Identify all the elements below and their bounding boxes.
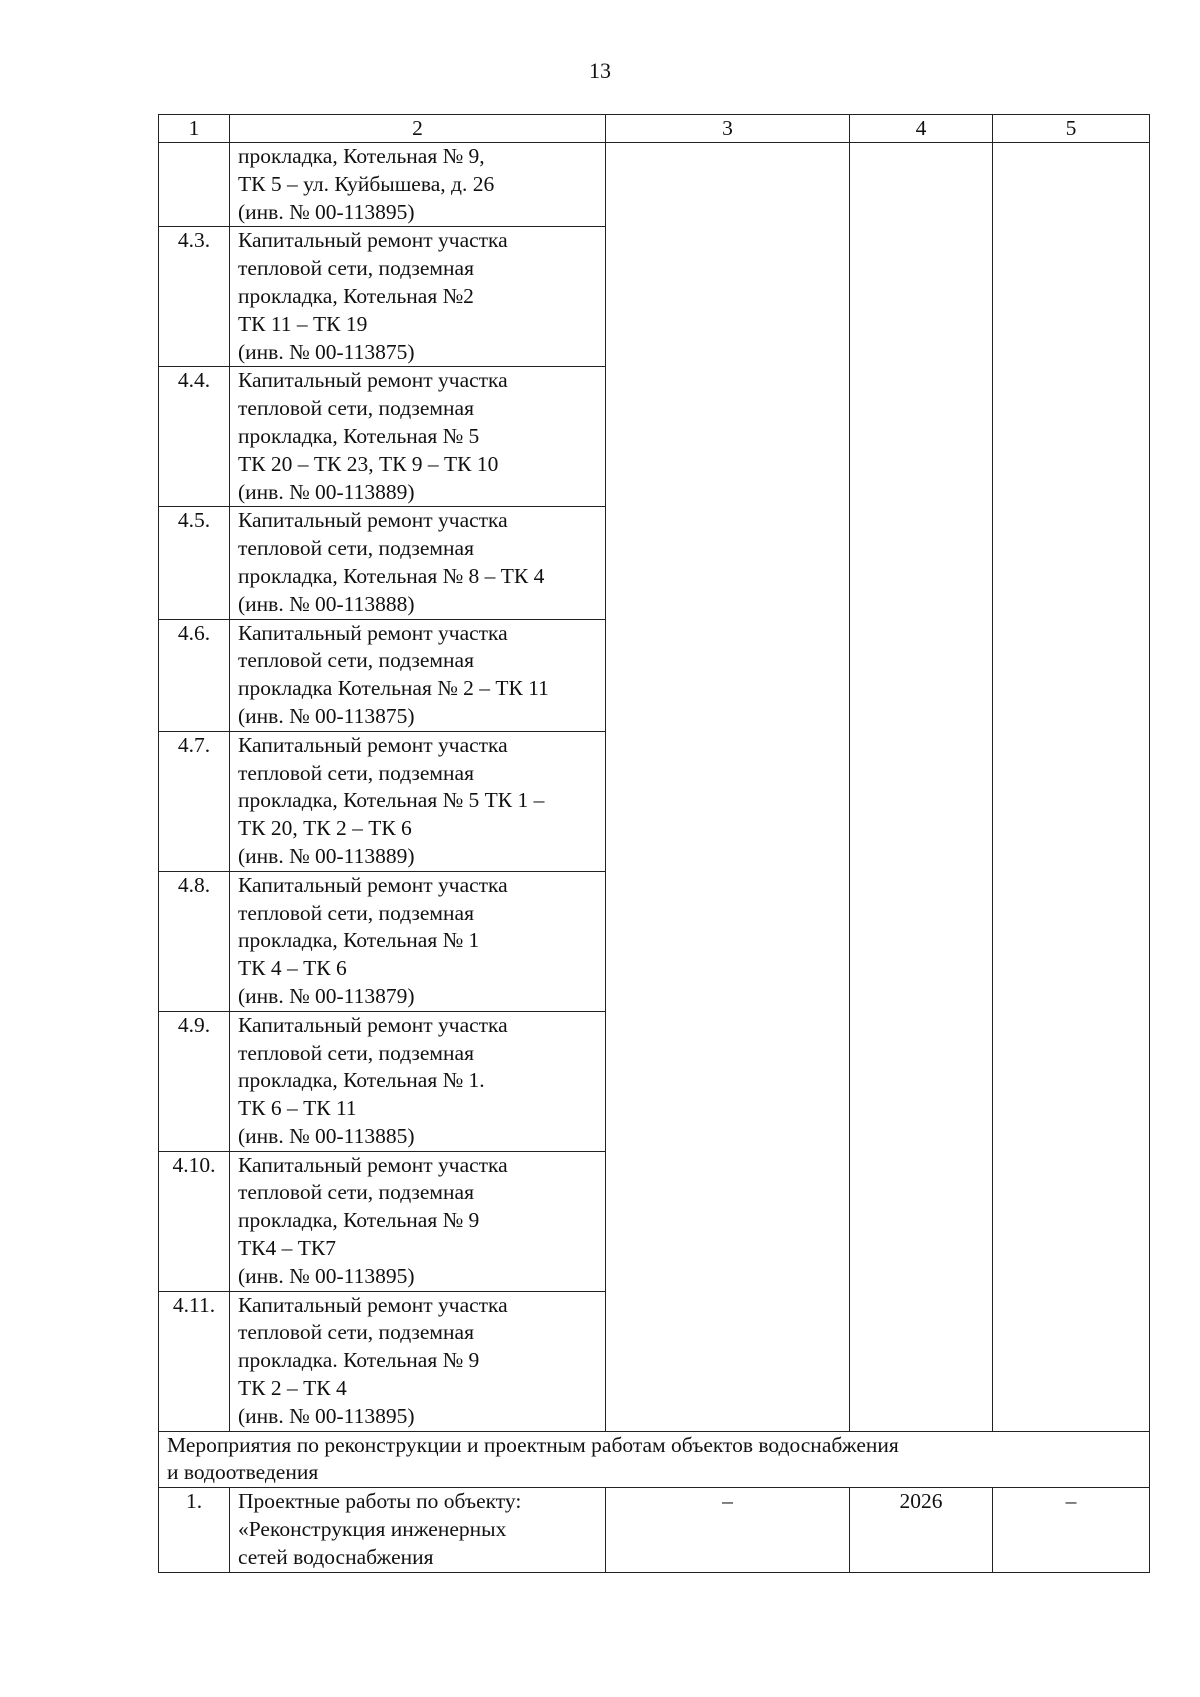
header-col-4: 4 <box>850 115 993 143</box>
row-number: 4.3. <box>159 227 230 367</box>
description-line: ТК4 – ТК7 <box>238 1236 336 1261</box>
description-line: Проектные работы по объекту: <box>238 1489 522 1514</box>
description-line: тепловой сети, подземная <box>238 900 474 925</box>
row-description <box>230 143 606 227</box>
description-line: ТК 20 – ТК 23, ТК 9 – ТК 10 <box>238 451 499 476</box>
description-line: прокладка, Котельная № 5 ТК 1 – <box>238 788 545 813</box>
description-line: (инв. № 00-113889) <box>238 479 415 504</box>
description-line: (инв. № 00-113889) <box>238 843 415 868</box>
table-header-row <box>159 115 1150 143</box>
description-line: Капитальный ремонт участка <box>238 508 508 533</box>
row-description <box>230 1291 606 1431</box>
table-row-continuation <box>159 143 1150 227</box>
description-line: Капитальный ремонт участка <box>238 620 508 645</box>
cell-col-4-year: 2026 <box>850 1488 993 1572</box>
description-line: «Реконструкция инженерных <box>238 1517 507 1542</box>
row-number: 4.11. <box>159 1291 230 1431</box>
row-number: 4.9. <box>159 1011 230 1151</box>
row-description <box>230 367 606 507</box>
row-number: 4.10. <box>159 1151 230 1291</box>
works-table <box>158 114 1150 1573</box>
header-col-3: 3 <box>606 115 850 143</box>
description-line: ТК 5 – ул. Куйбышева, д. 26 <box>238 171 495 196</box>
header-col-5: 5 <box>993 115 1150 143</box>
description-line: ТК 20, ТК 2 – ТК 6 <box>238 816 412 841</box>
row-number <box>159 143 230 227</box>
description-line: Капитальный ремонт участка <box>238 1012 508 1037</box>
description-line: тепловой сети, подземная <box>238 396 474 421</box>
description-line: Капитальный ремонт участка <box>238 368 508 393</box>
row-number: 1. <box>159 1488 230 1572</box>
description-line: прокладка, Котельная № 9 <box>238 1208 480 1233</box>
row-number: 4.5. <box>159 507 230 619</box>
cell-col-3: – <box>606 1488 850 1572</box>
section-heading-row <box>159 1431 1150 1488</box>
row-description <box>230 227 606 367</box>
description-line: (инв. № 00-113875) <box>238 339 415 364</box>
row-description <box>230 1011 606 1151</box>
row-number: 4.6. <box>159 619 230 731</box>
description-line: прокладка, Котельная №2 <box>238 283 474 308</box>
row-description <box>230 731 606 871</box>
description-line: (инв. № 00-113885) <box>238 1123 415 1148</box>
description-line: ТК 6 – ТК 11 <box>238 1096 357 1121</box>
page-number: 13 <box>589 58 611 83</box>
header-col-2: 2 <box>230 115 606 143</box>
description-line: прокладка. Котельная № 9 <box>238 1348 480 1373</box>
description-line: ТК 2 – ТК 4 <box>238 1376 347 1401</box>
merged-col-5 <box>993 143 1150 1432</box>
description-line: (инв. № 00-113879) <box>238 983 415 1008</box>
description-line: Капитальный ремонт участка <box>238 732 508 757</box>
description-line: тепловой сети, подземная <box>238 648 474 673</box>
description-line: тепловой сети, подземная <box>238 256 474 281</box>
description-line: Капитальный ремонт участка <box>238 1292 508 1317</box>
row-description <box>230 1151 606 1291</box>
description-line: тепловой сети, подземная <box>238 1040 474 1065</box>
row-number: 4.4. <box>159 367 230 507</box>
row-number: 4.7. <box>159 731 230 871</box>
cell-col-5: – <box>993 1488 1150 1572</box>
section-heading-line: и водоотведения <box>167 1460 319 1485</box>
description-line: (инв. № 00-113895) <box>238 1263 415 1288</box>
description-line: ТК 11 – ТК 19 <box>238 311 368 336</box>
description-line: прокладка, Котельная № 1 <box>238 928 480 953</box>
description-line: (инв. № 00-113888) <box>238 591 415 616</box>
description-line: ТК 4 – ТК 6 <box>238 956 347 981</box>
description-line: прокладка, Котельная № 5 <box>238 423 480 448</box>
description-line: тепловой сети, подземная <box>238 536 474 561</box>
merged-col-3 <box>606 143 850 1432</box>
table-row-last <box>159 1488 1150 1572</box>
merged-col-4 <box>850 143 993 1432</box>
description-line: тепловой сети, подземная <box>238 760 474 785</box>
description-line: (инв. № 00-113895) <box>238 1403 415 1428</box>
row-description <box>230 507 606 619</box>
description-line: прокладка, Котельная № 1. <box>238 1068 485 1093</box>
description-line: сетей водоснабжения <box>238 1544 434 1569</box>
row-number: 4.8. <box>159 871 230 1011</box>
description-line: тепловой сети, подземная <box>238 1180 474 1205</box>
description-line: Капитальный ремонт участка <box>238 1152 508 1177</box>
row-description <box>230 1488 606 1572</box>
description-line: (инв. № 00-113875) <box>238 703 415 728</box>
description-line: Капитальный ремонт участка <box>238 872 508 897</box>
header-col-1: 1 <box>159 115 230 143</box>
row-description <box>230 619 606 731</box>
description-line: (инв. № 00-113895) <box>238 199 415 224</box>
description-line: прокладка, Котельная № 9, <box>238 144 485 168</box>
section-heading <box>159 1431 1150 1488</box>
section-heading-line: Мероприятия по реконструкции и проектным работам объектов водоснабжения <box>167 1432 899 1457</box>
description-line: прокладка, Котельная № 8 – ТК 4 <box>238 563 545 588</box>
row-description <box>230 871 606 1011</box>
description-line: тепловой сети, подземная <box>238 1320 474 1345</box>
description-line: прокладка Котельная № 2 – ТК 11 <box>238 676 549 701</box>
description-line: Капитальный ремонт участка <box>238 228 508 253</box>
